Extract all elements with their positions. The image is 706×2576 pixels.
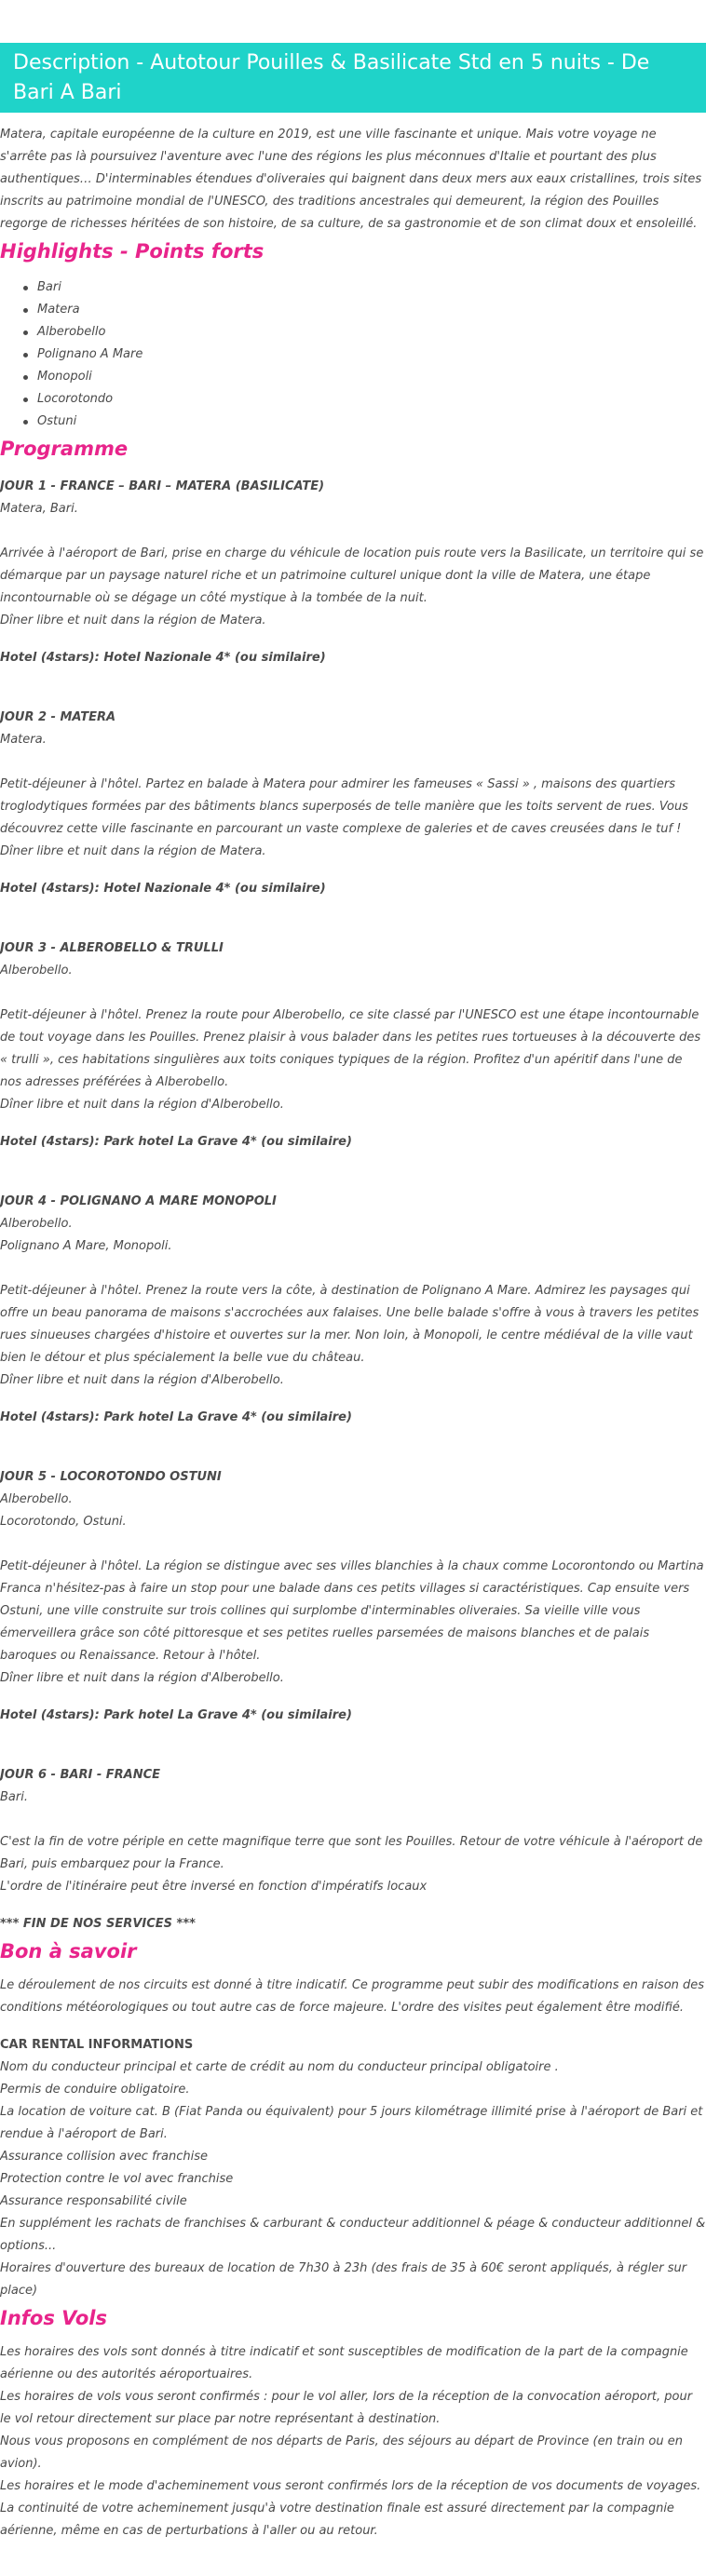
intro-text: Matera, capitale européenne de la culture en 2019, est une ville fascinante et unique. Mais votre voyage ne s'arrête pas là poursuivez l'aventure avec l'une des régions les plus méconnues d'Italie et pourtant des plus authentiques… D'interminables étendues d'oliveraies qui baignent dans deux mers aux eaux cristallines, trois sites inscrits au patrimoine mondial de l'UNESCO, des traditions ancestrales qui demeurent, la région des Pouilles regorge de richesses héritées de son histoire, de sa culture, de sa gastronomie et de son climat doux et ensoleillé. — [0, 128, 702, 231]
day-section — [0, 1764, 706, 1935]
day-section — [0, 476, 706, 669]
infos-vols-line: La continuité de votre acheminement jusqu'à votre destination finale est assuré directement par la compagnie aérienne, même en cas de perturbations à l'aller ou au retour. — [0, 2502, 674, 2538]
day-paragraph: Dîner libre et nuit dans la région d'Alberobello. — [0, 1671, 284, 1685]
day-hotel: Hotel (4stars): Park hotel La Grave 4* (ou similaire) — [0, 1410, 352, 1424]
list-item: Matera — [37, 299, 706, 321]
list-item: Alberobello — [37, 321, 706, 344]
day-place: Alberobello. — [0, 1217, 73, 1231]
day-title: JOUR 5 - LOCOROTONDO OSTUNI — [0, 1470, 222, 1484]
day-paragraph: Petit-déjeuner à l'hôtel. Partez en balade à Matera pour admirer les fameuses « Sassi » , maisons des quartiers troglodytiques formées par des bâtiments blancs superposés de telle manière que les toits servent de rues. Vous découvrez cette ville fascinante en parcourant un vaste complexe de galeries et de caves creusées dans le tuf ! — [0, 777, 688, 836]
car-rental-line: Protection contre le vol avec franchise — [0, 2172, 234, 2186]
day-paragraph: Arrivée à l'aéroport de Bari, prise en charge du véhicule de location puis route vers la Basilicate, un territoire qui se démarque par un paysage naturel riche et un patrimoine culturel unique dont la ville de Matera, une étape incontournable où se dégage un côté mystique à la tombée de la nuit. — [0, 546, 704, 605]
day-paragraph: Dîner libre et nuit dans la région de Matera. — [0, 614, 266, 627]
day-title: JOUR 3 - ALBEROBELLO & TRULLI — [0, 941, 224, 955]
car-rental-line: La location de voiture cat. B (Fiat Panda ou équivalent) pour 5 jours kilométrage illimité prise à l'aéroport de Bari et rendue à l'aéroport de Bari. — [0, 2105, 703, 2141]
day-section — [0, 1191, 706, 1429]
car-rental-list — [0, 2057, 706, 2302]
page — [0, 43, 706, 2542]
day-place: Alberobello. — [0, 1492, 73, 1506]
car-rental-line: Horaires d'ouverture des bureaux de location de 7h30 à 23h (des frais de 35 à 60€ seront appliqués, à régler sur place) — [0, 2261, 687, 2298]
car-rental-title: CAR RENTAL INFORMATIONS — [0, 2038, 194, 2052]
day-place: Polignano A Mare, Monopoli. — [0, 1239, 172, 1253]
day-title: JOUR 1 - FRANCE – BARI – MATERA (BASILICATE) — [0, 479, 325, 493]
highlights-list — [0, 276, 706, 433]
day-section — [0, 1466, 706, 1727]
day-paragraph: Petit-déjeuner à l'hôtel. La région se distingue avec ses villes blanchies à la chaux comme Locorontondo ou Martina Franca n'hésitez-pas à faire un stop pour une balade dans ces petits villages si caractéristiques. Cap ensuite vers Ostuni, une ville construite sur trois collines qui surplombe d'interminables oliveraies. Sa vieille ville vous émerveillera grâce son côté pittoresque et ses petites ruelles parsemées de maisons blanches et de palais baroques ou Renaissance. Retour à l'hôtel. — [0, 1559, 704, 1663]
car-rental-line: Assurance collision avec franchise — [0, 2150, 208, 2164]
day-paragraph: L'ordre de l'itinéraire peut être inversé en fonction d'impératifs locaux — [0, 1880, 428, 1894]
day-description — [0, 1831, 706, 1898]
day-hotel: Hotel (4stars): Hotel Nazionale 4* (ou similaire) — [0, 651, 326, 665]
bon-a-savoir-text: Le déroulement de nos circuits est donné à titre indicatif. Ce programme peut subir des modifications en raison des conditions météorologiques ou tout autre cas de force majeure. L'ordre des visites peut également être modifié. — [0, 1978, 705, 2015]
day-description — [0, 774, 706, 863]
day-place: Matera. — [0, 733, 47, 747]
day-place: Locorotondo, Ostuni. — [0, 1515, 127, 1529]
day-place: Alberobello. — [0, 964, 73, 978]
page-title: Description - Autotour Pouilles & Basilicate Std en 5 nuits - De Bari A Bari — [0, 43, 706, 113]
list-item: Polignano A Mare — [37, 344, 706, 366]
list-item: Ostuni — [37, 411, 706, 433]
day-title: JOUR 6 - BARI - FRANCE — [0, 1768, 160, 1782]
infos-vols-line: Les horaires des vols sont donnés à titre indicatif et sont susceptibles de modification de la part de la compagnie aérienne ou des autorités aéroportuaires. — [0, 2345, 688, 2381]
day-description — [0, 1005, 706, 1116]
infos-vols-title: Infos Vols — [0, 2307, 107, 2329]
day-place: Bari. — [0, 1790, 28, 1804]
car-rental-line: Assurance responsabilité civile — [0, 2194, 187, 2208]
infos-vols-line: Nous vous proposons en complément de nos départs de Paris, des séjours au départ de Province (en train ou en avion). — [0, 2434, 683, 2471]
day-description — [0, 1556, 706, 1690]
day-description — [0, 1280, 706, 1392]
car-rental-line: Permis de conduire obligatoire. — [0, 2083, 190, 2097]
list-item: Bari — [37, 276, 706, 299]
list-item: Locorotondo — [37, 388, 706, 411]
day-hotel: Hotel (4stars): Park hotel La Grave 4* (ou similaire) — [0, 1135, 352, 1149]
car-rental-line: Nom du conducteur principal et carte de crédit au nom du conducteur principal obligatoire . — [0, 2060, 559, 2074]
day-hotel: Hotel (4stars): Park hotel La Grave 4* (ou similaire) — [0, 1708, 352, 1722]
infos-vols-line: Les horaires et le mode d'acheminement vous seront confirmés lors de la réception de vos documents de voyages. — [0, 2479, 701, 2493]
day-title: JOUR 2 - MATERA — [0, 710, 116, 724]
day-place: Matera, Bari. — [0, 502, 78, 516]
highlights-title: Highlights - Points forts — [0, 240, 265, 263]
day-paragraph: Dîner libre et nuit dans la région d'Alberobello. — [0, 1098, 284, 1112]
end-of-services: *** FIN DE NOS SERVICES *** — [0, 1917, 196, 1931]
day-paragraph: Dîner libre et nuit dans la région de Matera. — [0, 844, 266, 858]
day-paragraph: C'est la fin de votre périple en cette magnifique terre que sont les Pouilles. Retour de votre véhicule à l'aéroport de Bari, puis embarquez pour la France. — [0, 1835, 703, 1871]
day-section — [0, 937, 706, 1153]
day-paragraph: Dîner libre et nuit dans la région d'Alberobello. — [0, 1373, 284, 1387]
day-title: JOUR 4 - POLIGNANO A MARE MONOPOLI — [0, 1194, 277, 1208]
day-hotel: Hotel (4stars): Hotel Nazionale 4* (ou similaire) — [0, 882, 326, 896]
programme-title: Programme — [0, 438, 129, 460]
day-section — [0, 707, 706, 900]
car-rental-line: En supplément les rachats de franchises & carburant & conducteur additionnel & péage & conducteur additionnel & options... — [0, 2217, 706, 2253]
infos-vols-list — [0, 2341, 706, 2542]
day-paragraph: Petit-déjeuner à l'hôtel. Prenez la route pour Alberobello, ce site classé par l'UNESCO est une étape incontournable de tout voyage dans les Pouilles. Prenez plaisir à vous balader dans les petites rues tortueuses à la découverte des « trulli », ces habitations singulières aux toits coniques typiques de la région. Profitez d'un apéritif dans l'une de nos adresses préférées à Alberobello. — [0, 1008, 701, 1089]
infos-vols-line: Les horaires de vols vous seront confirmés : pour le vol aller, lors de la réception de la convocation aéroport, pour le vol retour directement sur place par notre représentant à destination. — [0, 2390, 693, 2426]
list-item: Monopoli — [37, 366, 706, 388]
day-description — [0, 543, 706, 632]
intro-section — [0, 124, 706, 236]
bon-a-savoir-title: Bon à savoir — [0, 1940, 137, 1962]
day-paragraph: Petit-déjeuner à l'hôtel. Prenez la route vers la côte, à destination de Polignano A Mare. Admirez les paysages qui offre un beau panorama de maisons s'accrochées aux falaises. Une belle balade s'offre à vous à travers les petites rues sinueuses chargées d'histoire et ouvertes sur la mer. Non loin, à Monopoli, le centre médiéval de la ville vaut bien le détour et plus spécialement la belle vue du château. — [0, 1284, 699, 1365]
